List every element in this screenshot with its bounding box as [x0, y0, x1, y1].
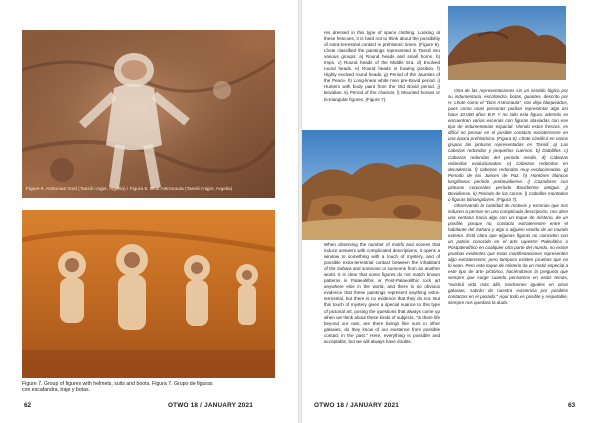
spanish-text-column	[448, 88, 568, 306]
english-paragraph-2: When observing the number of motifs and scenes that induce answers with complicated descriptions, it opens a window to something with a touch of mystery, and of possible extra-terrestrial contact between the inhabitant of the Sahara and someone or someone from an another world. It is clear that some figures do not match known patterns in Palaeolithic or Post-Palaeolithic rock art anywhere else in the world, and there is no obvious evidence that these paintings represent anything extra-terrestrial, but there is no evidence that they do not. But this touch of mystery gives a special nuance to this type of pictorial art, posing the questions that always come up when we think about these kinds of subjects, "is there life beyond our own, are there beings like ours in other galaxies, do they know of our existence from possible contact in the past." Here, everything is possible and acceptable, but we will always have doubts.	[324, 242, 440, 344]
page-number-left: 62	[24, 402, 32, 409]
figure-7-group-figures-photo	[22, 210, 275, 378]
left-page	[0, 0, 298, 423]
figure-6-caption: Figure 6. Astronaut God (Tassili n'ajjer, Algeria) / Figura 6. Dios Astronauta (Tassili n'ajjer, Argelia)	[26, 187, 233, 192]
page-number-right: 63	[568, 402, 576, 409]
landscape-photo-large	[302, 130, 442, 240]
footer-right: OTWO 18 / JANUARY 2021	[314, 402, 400, 409]
figure-6-astronaut-god-photo	[22, 30, 275, 198]
figure-7-caption: Figure 7. Group of figures with helmets, suits and boots. Figura 7. Grupo de figuras con escafandra, traje y botas.	[22, 381, 213, 394]
spanish-paragraph-2: Observando la cantidad de motivos y escenas que nos inducen a pensar en una complicada descripción, nos abre una ventana hacia algo con un toque de misterio, de un posible, porque no, contacto extraterrestre entre el habitante del Sahara y algo o alguien venido de un mundo exterior. Está claro que algunas figuras no coinciden con un patrón conocido en el arte rupestre Paleolítico o Postpaleolítico en cualquier otra parte del mundo, no existe pruebas evidentes que estas manifestaciones representen algo extraterrestre, pero tampoco existen pruebas que no lo sean. Pero este toque de misterio da un matiz especial a este tipo de arte pictórico, haciéndonos la pregunta que siempre que surge cuando pensamos en estos temas, "existirá vida más allá, tendremos iguales en otras galaxias, sabrán de nuestra existencia por posibles contactos en el pasado." Aquí todo es posible y respetable, siempre nos quedará la duda.	[448, 202, 568, 305]
footer-left: OTWO 18 / JANUARY 2021	[168, 402, 254, 409]
spanish-paragraph-1: Otra de las representaciones sin un sentido lógico por su indumentaria, escafandra, botas, guantes, descrito por H. Lhote como el "Dios Astronauta", nos deja bloqueados, pues como unas personas podían representar algo así hace 10.000 años B.P. Y no solo esta figura, además se encuentran varias escenas con figuras ataviadas con ese tipo de indumentarias espacial. Viendo estos frescos, es difícil no pensar en el posible contacto extraterrestre en una época prehistórica. (Figura 6). Lhote clasificó en varios grupos las pinturas representadas en Tassili; a) Las cabezas redondas y pequeños cuernos. b) Diablillos. c) Cabezas redondas del periodo medio. d) Cabezas redondas evolucionadas. e) Cabezas redondas en decadencia. f) cabezas redondas muy evolucionadas. g) Periodo de los Jueces de Paz. h) Hombres blancos longilíneos periodo prebovidiense. i) Cazadores con pinturas corporales período Bovidiense antiguo. j) Bovidiense. k) Periodo de los carros. l) Caballos montados o figuras bitriangulares. (Figura 7).	[448, 88, 568, 202]
english-paragraph-1: res dressed in this type of space clothing. Looking at these frescoes, it is hard not to think about the possibility of extra-terrestrial contact in prehistoric times. (Figure 6). Lhote classified the paintings represented in Tassili into various groups: a) Round heads and small horns. b) Imps. c) Round heads of the Middle Era. d) Evolved round heads. e) Round heads in bowing position. f) Highly evolved round heads. g) Period of the Jaunties of the Peace. h) Long-linear white men pre-Bovid period. i) Hunters with body paint from the Old Bovid period. j) Bovidian. k) Period of the chariots. l) Mounted horses or bi-triangular figures. (Figure 7).	[324, 30, 440, 102]
right-page	[302, 0, 600, 423]
landscape-photo-small	[448, 6, 566, 80]
